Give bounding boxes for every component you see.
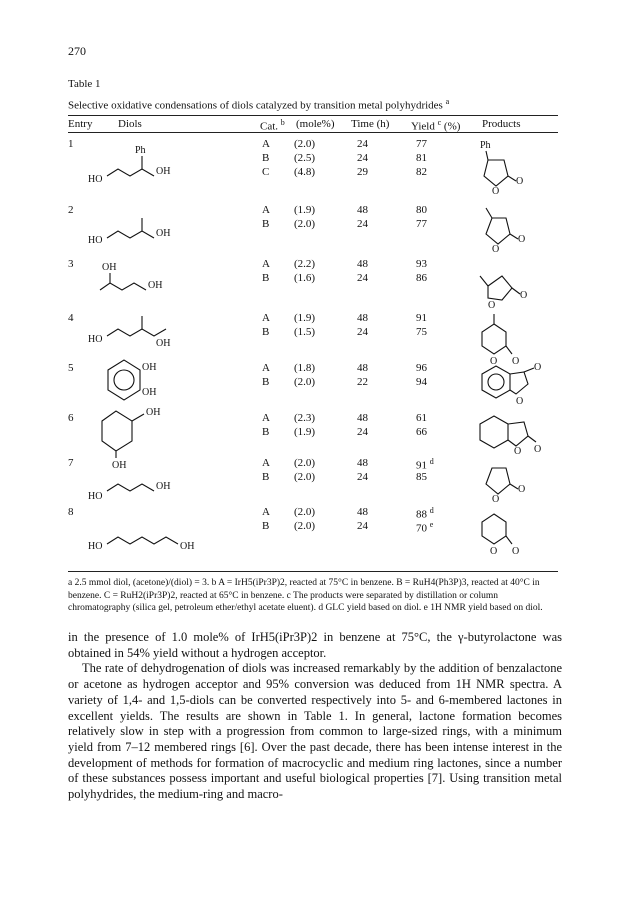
table-top-rule (68, 115, 558, 116)
diol-structures (80, 138, 200, 568)
diol-1 (88, 145, 170, 185)
diol-6 (102, 407, 160, 471)
header-yield-sup: c (437, 118, 442, 127)
row-mole-percent-value: (2.0) (294, 471, 316, 483)
diol-5-ring (108, 360, 140, 400)
row-yield (416, 272, 427, 284)
row-time (357, 326, 368, 338)
diol-4-oh: OH (156, 338, 171, 349)
row-catalyst (262, 471, 269, 483)
row-time (357, 138, 368, 150)
header-time: Time (h) (351, 118, 390, 130)
row-entry: 1 (68, 138, 74, 150)
row-yield (416, 152, 427, 164)
table-bottom-rule (68, 571, 558, 572)
footnote-text: a 2.5 mmol diol, (acetone)/(diol) = 3. b A = IrH5(iPr3P)2, reacted at 75°C in benzene. B = RuH4(Ph3P)3, reacted at 40°C in benzene. C = RuH2(iPr3P)2, reacted at 65°C in benzene. c The products were separated by distillation or column chromatography (silica gel, petroleum ether/ethyl acetate eluent). d GLC yield based on diol. e 1H NMR yield based on diol. (68, 578, 543, 613)
row-catalyst (262, 520, 269, 532)
row-yield-value: 88 (416, 508, 427, 521)
row-catalyst (262, 152, 269, 164)
row-yield-value: 81 (416, 152, 427, 164)
row-time-value: 48 (357, 312, 368, 324)
row-time-value: 24 (357, 520, 368, 532)
row-time-value: 24 (357, 471, 368, 483)
product-5-o-ring: O (516, 396, 524, 407)
yield-footnote-marker: d (429, 457, 434, 466)
product-8-o-ring: O (490, 546, 498, 557)
row-catalyst-value: B (262, 326, 270, 338)
row-yield-value: 93 (416, 258, 427, 270)
row-mole-percent-value: (1.9) (294, 204, 316, 216)
row-yield (416, 258, 427, 270)
product-8-co (506, 536, 512, 544)
row-mole-percent (294, 426, 315, 438)
body-paragraph-1: in the presence of 1.0 mole% of IrH5(iPr3P)2 in benzene at 75°C, the γ-butyrolactone was obtained in 54% yield without a hydrogen acceptor. (68, 630, 562, 660)
row-time (357, 312, 368, 324)
row-time (357, 152, 368, 164)
row-yield (416, 218, 427, 230)
product-1-ph: Ph (480, 140, 491, 151)
header-diols: Diols (118, 118, 142, 130)
row-yield-value: 85 (416, 471, 427, 483)
row-yield-value: 91 (416, 459, 427, 472)
row-mole-percent (294, 520, 315, 532)
diol-2-ho: HO (88, 235, 103, 246)
header-cat-sup: b (280, 118, 285, 127)
product-7-co (510, 484, 518, 489)
row-time (357, 218, 368, 230)
row-catalyst (262, 166, 269, 178)
product-5-benzene (482, 366, 510, 398)
row-catalyst-value: A (262, 362, 270, 374)
diol-3-oh-top: OH (102, 262, 117, 273)
body-paragraph-2: The rate of dehydrogenation of diols was increased remarkably by the addition of benzalactone or acetone as hydrogen acceptor and 95% conversion was deduced from 1H NMR spectra. A variety of 1,4- and 1,5-diols can be converted respectively into 5- and 6-membered lactones in excellent yields. The results are shown in Table 1. In general, lactone formation becomes relatively slow in step with a progression from common to large-sized rings, with a minimum yield from 7–12 membered rings [6]. Over the past decade, there has been intense interest in the development of methods for formation of macrocyclic and medium ring lactones, since a number of these substances possess important and useful biological properties [7]. Using transition metal polyhydrides, the medium-ring and macro- (68, 661, 562, 802)
row-time-value: 24 (357, 138, 368, 150)
row-catalyst-value: B (262, 272, 270, 284)
row-entry: 3 (68, 258, 74, 270)
body-text (68, 630, 562, 803)
diol-6-ch2 (132, 414, 144, 421)
diol-7 (88, 481, 170, 502)
diol-1-chain (107, 169, 154, 176)
row-mole-percent-value: (2.5) (294, 152, 316, 164)
row-time-value: 29 (357, 166, 368, 178)
row-catalyst-value: B (262, 471, 270, 483)
row-time-value: 48 (357, 506, 368, 518)
row-yield-value: 61 (416, 412, 427, 424)
row-catalyst (262, 457, 270, 469)
row-yield (416, 312, 427, 324)
diol-2-oh: OH (156, 228, 171, 239)
product-2-methyl (486, 208, 492, 218)
product-4-ring (482, 324, 506, 354)
row-time (357, 166, 368, 178)
row-time-value: 48 (357, 204, 368, 216)
yield-footnote-marker: d (429, 506, 434, 515)
product-3-co (512, 288, 520, 294)
row-yield (416, 204, 427, 216)
product-5-lactone (510, 372, 528, 394)
row-mole-percent-value: (2.0) (294, 457, 316, 469)
product-2 (486, 208, 525, 255)
page-number: 270 (68, 44, 86, 58)
row-yield-value: 94 (416, 376, 427, 388)
row-mole-percent (294, 152, 315, 164)
row-yield-value: 66 (416, 426, 427, 438)
product-6 (480, 416, 541, 457)
product-7-ring (486, 468, 510, 494)
row-entry: 6 (68, 412, 74, 424)
header-yield (411, 118, 460, 133)
row-catalyst (262, 412, 270, 424)
product-6-o-carbonyl: O (534, 444, 542, 455)
row-catalyst-value: C (262, 166, 270, 178)
diol-3-oh: OH (148, 280, 163, 291)
diol-7-oh: OH (156, 481, 171, 492)
product-6-lactone (508, 422, 528, 446)
row-time-value: 48 (357, 457, 368, 469)
product-3-o-carbonyl: O (520, 290, 528, 301)
row-mole-percent (294, 457, 315, 469)
header-yield-text: Yield (411, 120, 435, 133)
row-time (357, 204, 368, 216)
row-catalyst (262, 258, 270, 270)
caption-footnote-marker: a (445, 97, 450, 106)
diol-6-oh-2: OH (112, 460, 127, 471)
row-mole-percent (294, 506, 315, 518)
product-5-aromatic (488, 374, 504, 390)
row-mole-percent-value: (2.0) (294, 376, 316, 388)
product-7 (486, 468, 525, 505)
row-time-value: 48 (357, 362, 368, 374)
row-time (357, 520, 368, 532)
row-yield (416, 376, 427, 388)
diol-8-chain (107, 537, 178, 544)
diol-2 (88, 218, 170, 246)
row-yield (416, 412, 427, 424)
diol-7-ho: HO (88, 491, 103, 502)
row-time (357, 412, 368, 424)
product-5-co (524, 368, 534, 372)
row-catalyst (262, 138, 270, 150)
product-6-cyclohexane (480, 416, 508, 448)
diol-7-chain (107, 484, 154, 491)
diol-1-ho: HO (88, 174, 103, 185)
diol-4-ho: HO (88, 334, 103, 345)
row-yield-value: 70 (416, 522, 427, 535)
row-time (357, 457, 368, 469)
diol-5 (108, 360, 156, 400)
row-time-value: 48 (357, 412, 368, 424)
diol-1-ph: Ph (135, 145, 146, 156)
row-mole-percent-value: (2.2) (294, 258, 316, 270)
row-mole-percent-value: (4.8) (294, 166, 316, 178)
row-yield-value: 96 (416, 362, 427, 374)
row-yield (416, 457, 434, 472)
product-3-o-ring: O (488, 300, 496, 311)
row-yield-value: 77 (416, 218, 427, 230)
row-time-value: 24 (357, 326, 368, 338)
product-2-o-ring: O (492, 244, 500, 255)
row-mole-percent-value: (1.8) (294, 362, 316, 374)
row-time-value: 24 (357, 152, 368, 164)
row-time (357, 376, 368, 388)
diol-1-oh: OH (156, 166, 171, 177)
product-2-ring (486, 218, 510, 244)
row-mole-percent-value: (2.3) (294, 412, 316, 424)
row-catalyst (262, 506, 270, 518)
product-7-o-ring: O (492, 494, 500, 505)
diol-3-chain (100, 283, 146, 290)
diol-5-oh-2: OH (142, 387, 157, 398)
row-time-value: 24 (357, 272, 368, 284)
diol-5-oh-1: OH (142, 362, 157, 373)
row-yield (416, 362, 427, 374)
header-yield-unit: (%) (443, 120, 461, 133)
row-catalyst-value: B (262, 152, 270, 164)
header-mole: (mole%) (296, 118, 335, 130)
diol-8-oh: OH (180, 541, 195, 552)
product-4 (482, 314, 519, 367)
row-catalyst (262, 272, 269, 284)
caption-text: Selective oxidative condensations of diols catalyzed by transition metal polyhydrides (68, 99, 446, 112)
product-4-co (506, 346, 512, 354)
product-2-o-carbonyl: O (518, 234, 526, 245)
row-mole-percent-value: (2.0) (294, 138, 316, 150)
row-yield-value: 77 (416, 138, 427, 150)
row-time (357, 272, 368, 284)
row-entry: 8 (68, 506, 74, 518)
row-catalyst-value: A (262, 204, 270, 216)
row-yield-value: 80 (416, 204, 427, 216)
row-catalyst (262, 426, 269, 438)
row-yield (416, 138, 427, 150)
product-1-co (508, 176, 516, 181)
row-yield (416, 426, 427, 438)
diol-4 (88, 316, 170, 349)
row-mole-percent (294, 471, 315, 483)
product-5 (482, 362, 541, 407)
row-yield-value: 86 (416, 272, 427, 284)
row-entry: 4 (68, 312, 74, 324)
row-catalyst (262, 362, 270, 374)
diol-3 (100, 262, 162, 291)
row-mole-percent-value: (1.9) (294, 426, 316, 438)
diol-6-ring (102, 411, 132, 451)
row-mole-percent (294, 258, 315, 270)
row-catalyst-value: A (262, 457, 270, 469)
row-yield-value: 91 (416, 312, 427, 324)
row-yield (416, 326, 427, 338)
row-mole-percent (294, 272, 315, 284)
row-yield (416, 520, 433, 535)
row-yield-value: 82 (416, 166, 427, 178)
row-yield (416, 471, 427, 483)
row-catalyst-value: A (262, 506, 270, 518)
row-mole-percent (294, 376, 315, 388)
row-mole-percent-value: (2.0) (294, 218, 316, 230)
product-1-ring (484, 160, 508, 186)
product-7-o-carbonyl: O (518, 484, 526, 495)
row-mole-percent-value: (1.9) (294, 312, 316, 324)
row-catalyst (262, 204, 270, 216)
diol-8 (88, 537, 194, 552)
row-time-value: 24 (357, 218, 368, 230)
diol-2-chain (107, 231, 154, 238)
product-3-ring (488, 276, 512, 300)
product-3 (480, 276, 527, 311)
row-mole-percent (294, 326, 315, 338)
row-time (357, 426, 368, 438)
row-mole-percent (294, 218, 315, 230)
product-6-o-ring: O (514, 446, 522, 457)
yield-footnote-marker-2: e (429, 520, 434, 529)
row-yield-value: 75 (416, 326, 427, 338)
row-entry: 7 (68, 457, 74, 469)
product-structures (472, 136, 568, 570)
row-catalyst (262, 326, 269, 338)
row-catalyst-value: A (262, 412, 270, 424)
product-1-ph-bond (486, 151, 488, 160)
row-time-value: 48 (357, 258, 368, 270)
diol-6-oh-1: OH (146, 407, 161, 418)
row-mole-percent (294, 204, 315, 216)
header-entry: Entry (68, 118, 93, 130)
diol-8-ho: HO (88, 541, 103, 552)
row-catalyst (262, 312, 270, 324)
product-8-ring (482, 514, 506, 544)
header-cat-text: Cat. (260, 120, 279, 133)
product-1 (480, 140, 523, 197)
row-time-value: 24 (357, 426, 368, 438)
row-mole-percent-value: (1.6) (294, 272, 316, 284)
row-time (357, 258, 368, 270)
table-header-rule (68, 132, 558, 133)
row-mole-percent-value: (2.0) (294, 506, 316, 518)
row-catalyst-value: B (262, 376, 270, 388)
row-time-value: 22 (357, 376, 368, 388)
row-catalyst-value: A (262, 258, 270, 270)
row-catalyst (262, 376, 269, 388)
product-3-methyl (480, 276, 488, 286)
row-mole-percent (294, 312, 315, 324)
row-entry: 5 (68, 362, 74, 374)
header-cat (260, 118, 285, 133)
product-4-o-carbonyl: O (512, 356, 520, 367)
product-1-o-ring: O (492, 186, 500, 197)
row-catalyst (262, 218, 269, 230)
table-caption (68, 97, 449, 112)
header-products: Products (482, 118, 521, 130)
product-8-o-carbonyl: O (512, 546, 520, 557)
product-2-co (510, 234, 518, 239)
product-4-o-ring: O (490, 356, 498, 367)
row-yield (416, 166, 427, 178)
row-mole-percent (294, 362, 315, 374)
diol-4-chain (107, 329, 166, 336)
row-mole-percent (294, 138, 315, 150)
row-catalyst-value: B (262, 218, 270, 230)
row-mole-percent (294, 166, 315, 178)
row-catalyst-value: B (262, 520, 270, 532)
row-yield (416, 506, 434, 521)
product-1-o-carbonyl: O (516, 176, 524, 187)
table-footnotes (68, 577, 560, 615)
row-mole-percent-value: (2.0) (294, 520, 316, 532)
row-catalyst-value: A (262, 138, 270, 150)
row-time (357, 506, 368, 518)
row-entry: 2 (68, 204, 74, 216)
row-catalyst-value: B (262, 426, 270, 438)
product-5-o-carbonyl: O (534, 362, 542, 373)
diol-5-aromatic (114, 370, 134, 390)
row-mole-percent (294, 412, 315, 424)
row-catalyst-value: A (262, 312, 270, 324)
row-time (357, 362, 368, 374)
table-label: Table 1 (68, 78, 101, 90)
row-time (357, 471, 368, 483)
product-6-co (528, 436, 536, 442)
row-mole-percent-value: (1.5) (294, 326, 316, 338)
product-8 (482, 514, 519, 557)
